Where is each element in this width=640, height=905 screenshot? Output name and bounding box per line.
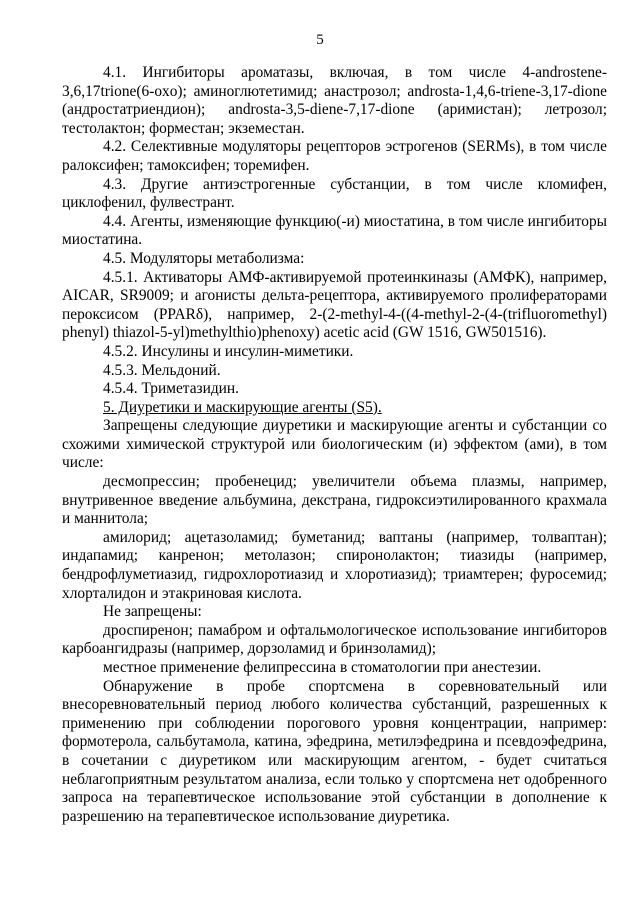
para-4-3: 4.3. Другие антиэстрогенные субстанции, в том числе кломифен, циклофенил, фулвестрант. — [62, 175, 607, 212]
para-felypressin: местное применение фелипрессина в стоматологии при анестезии. — [103, 659, 542, 676]
para-prohibited-intro: Запрещены следующие диуретики и маскирующие агенты и субстанции со схожими химической структурой или биологическим (и) эффектом (ами), в том числе: — [62, 417, 607, 472]
para-desmopressin: десмопрессин; пробенецид; увеличители объема плазмы, например, внутривенное введение альбумина, декстрана, гидроксиэтилированного крахмала и маннитола; — [62, 473, 607, 528]
page-number: 5 — [316, 32, 324, 48]
document-body — [62, 64, 607, 826]
para-4-5-2: 4.5.2. Инсулины и инсулин-миметики. — [103, 342, 354, 360]
para-drospirenone: дроспиренон; памабром и офтальмологическое использование ингибиторов карбоангидразы (например, дорзоламид и бринзоламид); — [62, 621, 607, 658]
section-5-heading — [62, 399, 607, 418]
para-4-5-3: 4.5.3. Мельдоний. — [103, 361, 221, 379]
para-4-2: 4.2. Селективные модуляторы рецепторов эстрогенов (SERMs), в том числе ралоксифен; тамоксифен; торемифен. — [62, 138, 607, 174]
para-not-prohibited: Не запрещены: — [103, 603, 202, 621]
para-amiloride: амилорид; ацетазоламид; буметанид; ваптаны (например, толваптан); индапамид; канренон; метолазон; спиронолактон; тиазиды (например, бендрофлуметиазид, гидрохлоротиазид и хлоротиазид); триамтерен; фуросемид; хлорталидон и этакриновая кислота. — [62, 528, 607, 602]
para-detection: Обнаружение в пробе спортсмена в соревновательный или внесоревновательный период любого количества субстанций, разрешенных к применению при соблюдении порогового уровня концентрации, например: формотерола, сальбутамола, катина, эфедрина, метилэфедрина и псевдоэфедрина, в сочетании с диуретиком или маскирующим агентом, - будет считаться неблагоприятным результатом анализа, если только у спортсмена нет одобренного запроса на терапевтическое использование этой субстанции в дополнение к разрешению на терапевтическое использование диуретика. — [62, 677, 607, 825]
para-4-4: 4.4. Агенты, изменяющие функцию(-и) миостатина, в том числе ингибиторы миостатина. — [62, 212, 607, 249]
para-4-5-1: 4.5.1. Активаторы АМФ-активируемой протеинкиназы (АМФК), например, AICAR, SR9009; и агонисты дельта-рецептора, активируемого пролифераторами пероксисом (PPARδ), например, 2-(2-methyl-4-((4-methyl-2-(4-(trifluoromethyl) phenyl) thiazol-5-yl)methylthio)phenoxy) acetic acid (GW 1516, GW501516). — [62, 268, 607, 342]
section-5-heading-text: 5. Диуретики и маскирующие агенты (S5). — [103, 398, 382, 416]
para-4-5-4: 4.5.4. Триметазидин. — [103, 380, 240, 398]
para-4-5: 4.5. Модуляторы метаболизма: — [103, 249, 305, 267]
para-4-1: 4.1. Ингибиторы ароматазы, включая, в том числе 4-androstene-3,6,17trione(6-oxo); аминоглютетимид; анастрозол; androsta-1,4,6-triene-3,17-dione (андростатриендион); androsta-3,5-diene-7,17-dione (аримистан); летрозол; тестолактон; форместан; экземестан. — [62, 64, 607, 137]
